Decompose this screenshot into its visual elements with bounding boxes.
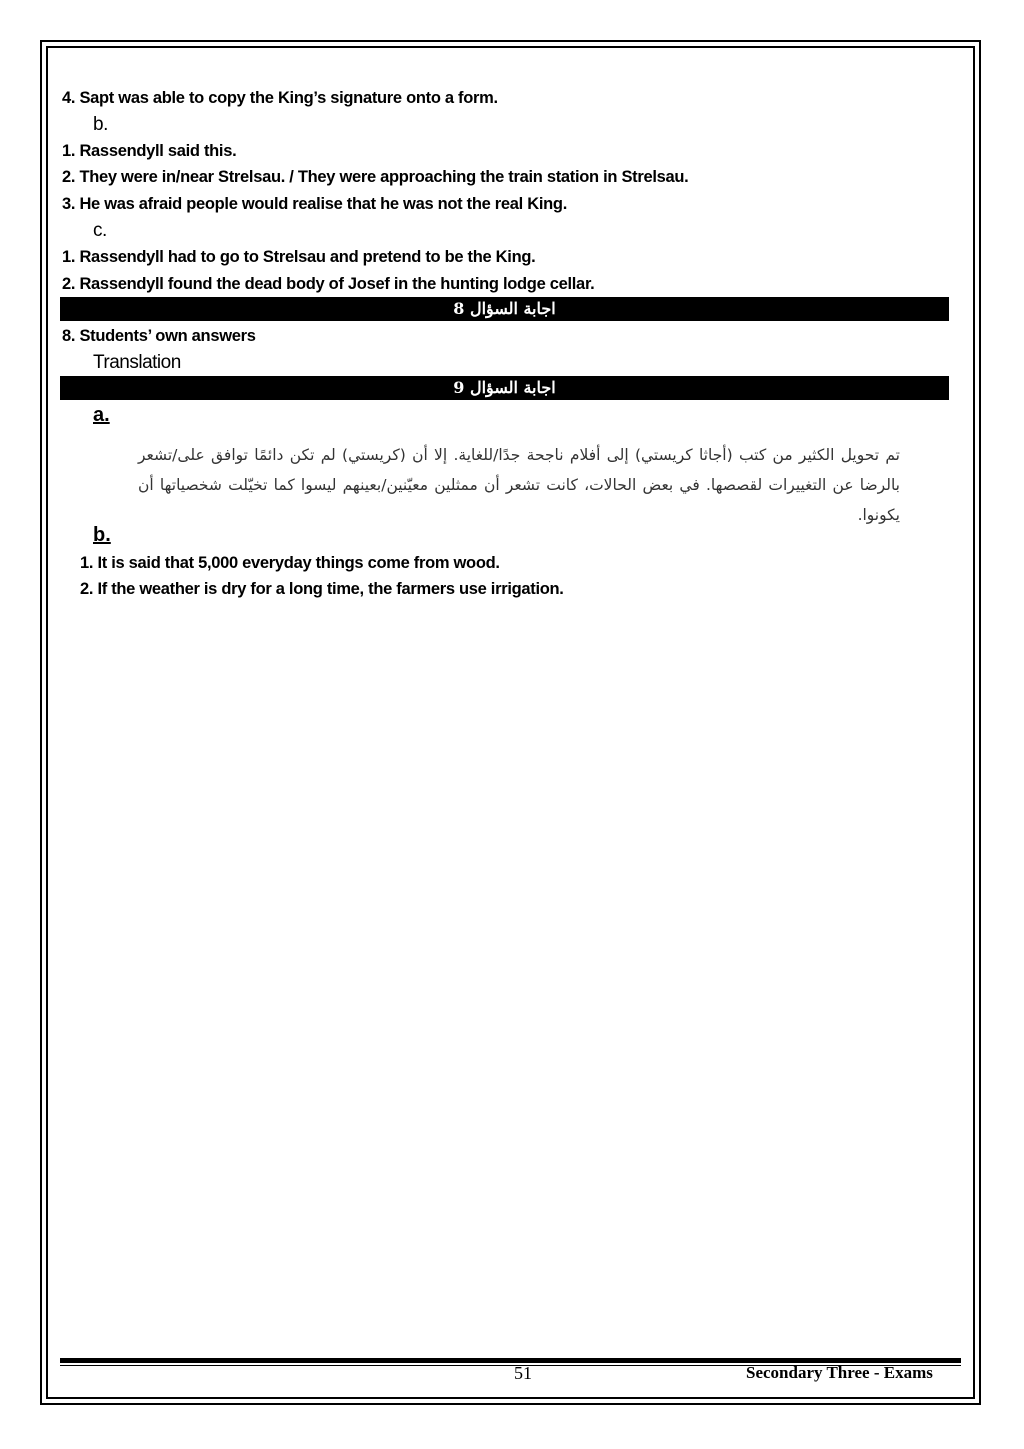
answer-line-4: 4. Sapt was able to copy the King’s signature onto a form. (62, 89, 498, 107)
translation-heading: Translation (93, 352, 181, 373)
section-c-label: c. (93, 220, 107, 241)
question-8-header: اجابة السؤال 8 (60, 297, 949, 321)
question-9-b-2: 2. If the weather is dry for a long time, the farmers use irrigation. (80, 580, 564, 598)
answer-c-1: 1. Rassendyll had to go to Strelsau and pretend to be the King. (62, 248, 536, 266)
question-9-b-label: b. (93, 524, 111, 546)
question-9-header: اجابة السؤال 9 (60, 376, 949, 400)
answer-b-2: 2. They were in/near Strelsau. / They were approaching the train station in Strelsau. (62, 168, 689, 186)
section-b-label: b. (93, 114, 108, 135)
question-8-answer: 8. Students’ own answers (62, 327, 256, 345)
answer-b-3: 3. He was afraid people would realise that he was not the real King. (62, 195, 567, 213)
footer-title: Secondary Three - Exams (746, 1363, 933, 1382)
answer-b-1: 1. Rassendyll said this. (62, 142, 237, 160)
question-9-a-label: a. (93, 404, 110, 426)
answer-c-2: 2. Rassendyll found the dead body of Josef in the hunting lodge cellar. (62, 275, 595, 293)
question-9-b-1: 1. It is said that 5,000 everyday things come from wood. (80, 554, 500, 572)
page-number: 51 (514, 1363, 532, 1383)
arabic-translation: تم تحويل الكثير من كتب (أجاثا كريستي) إلى أفلام ناجحة جدًا/للغاية. إلا أن (كريستي) لم تكن دائمًا توافق على/تشعر بالرضا عن التغييرات لقصصها. في بعض الحالات، كانت تشعر أن ممثلين معيّنين/بعينهم ليسوا كما تخيّلت شخصياتها أن يكونوا. (138, 446, 900, 524)
